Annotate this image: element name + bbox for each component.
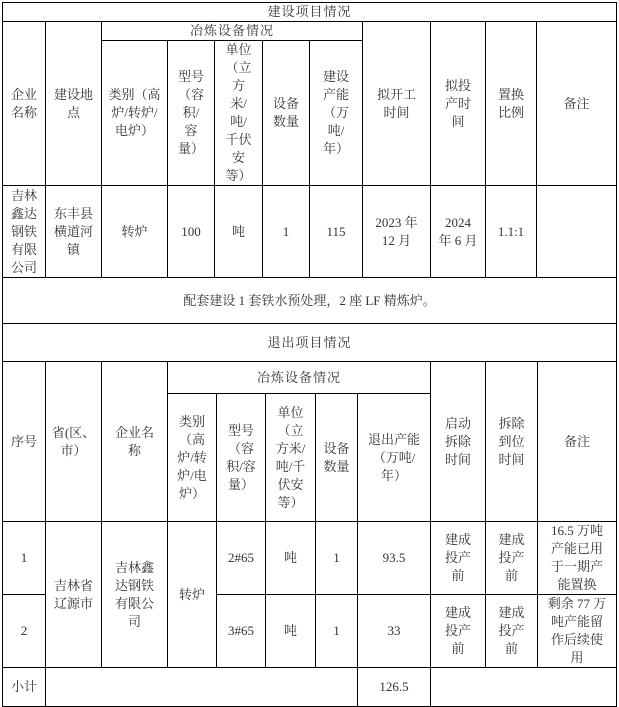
header-equipment-count: 设备数量 bbox=[263, 41, 310, 186]
exit-project-table bbox=[2, 323, 617, 707]
cell-dismantle-start: 建成投产前 bbox=[431, 595, 486, 668]
header-location: 建设地点 bbox=[46, 22, 102, 186]
cell-seq: 2 bbox=[3, 595, 46, 668]
cell-planned-start: 2023 年 12 月 bbox=[363, 186, 431, 278]
table-row bbox=[3, 522, 617, 595]
cell-replacement-ratio: 1.1:1 bbox=[486, 186, 537, 278]
header-company: 企业名称 bbox=[102, 362, 168, 522]
cell-dismantle-start: 建成投产前 bbox=[431, 522, 486, 595]
header-equipment-group: 冶炼设备情况 bbox=[102, 22, 363, 41]
header-planned-operation: 拟投产时间 bbox=[431, 22, 486, 186]
header-furnace-type: 类别（高炉/转炉/电炉） bbox=[102, 41, 168, 186]
header-unit: 单位（立方米/吨/千伏安等） bbox=[266, 394, 316, 522]
cell-dismantle-complete: 建成投产前 bbox=[486, 522, 538, 595]
cell-model: 3#65 bbox=[217, 595, 266, 668]
header-remarks: 备注 bbox=[538, 362, 617, 522]
header-dismantle-start: 启动拆除时间 bbox=[431, 362, 486, 522]
cell-province: 吉林省辽源市 bbox=[46, 522, 102, 668]
cell-company: 吉林鑫达钢铁有限公司 bbox=[102, 522, 168, 668]
cell-exit-capacity: 33 bbox=[358, 595, 431, 668]
cell-exit-capacity: 93.5 bbox=[358, 522, 431, 595]
subtotal-exit-capacity: 126.5 bbox=[358, 668, 431, 707]
cell-dismantle-complete: 建成投产前 bbox=[486, 595, 538, 668]
subtotal-empty-cell bbox=[431, 668, 617, 707]
construction-header-row-1 bbox=[3, 22, 617, 41]
cell-remarks bbox=[537, 186, 617, 278]
header-dismantle-complete: 拆除到位时间 bbox=[486, 362, 538, 522]
header-furnace-type: 类别（高炉/转炉/电炉） bbox=[168, 394, 217, 522]
header-province: 省(区、市） bbox=[46, 362, 102, 522]
cell-furnace-type: 转炉 bbox=[168, 522, 217, 668]
cell-equipment-count: 1 bbox=[316, 595, 358, 668]
construction-title-row bbox=[3, 3, 617, 22]
cell-seq: 1 bbox=[3, 522, 46, 595]
table-row bbox=[3, 186, 617, 278]
subtotal-row bbox=[3, 668, 617, 707]
exit-title-row bbox=[3, 324, 617, 362]
header-exit-capacity: 退出产能（万吨/年） bbox=[358, 394, 431, 522]
cell-unit: 吨 bbox=[215, 186, 263, 278]
cell-capacity: 115 bbox=[310, 186, 363, 278]
subtotal-empty-cell bbox=[46, 668, 358, 707]
header-capacity: 建设产能（万吨/年） bbox=[310, 41, 363, 186]
cell-remarks: 16.5 万吨产能已用于一期产能置换 bbox=[538, 522, 617, 595]
cell-equipment-count: 1 bbox=[316, 522, 358, 595]
cell-location: 东丰县横道河镇 bbox=[46, 186, 102, 278]
header-equipment-group: 冶炼设备情况 bbox=[168, 362, 431, 394]
exit-header-row-1 bbox=[3, 362, 617, 394]
subtotal-label: 小计 bbox=[3, 668, 46, 707]
exit-table-title: 退出项目情况 bbox=[3, 324, 617, 362]
cell-unit: 吨 bbox=[266, 522, 316, 595]
cell-furnace-type: 转炉 bbox=[102, 186, 168, 278]
header-company: 企业名称 bbox=[3, 22, 46, 186]
cell-model: 100 bbox=[168, 186, 215, 278]
cell-model: 2#65 bbox=[217, 522, 266, 595]
construction-table-title: 建设项目情况 bbox=[3, 3, 617, 22]
header-model: 型号（容积/容量） bbox=[217, 394, 266, 522]
capacity-replacement-document bbox=[2, 2, 617, 707]
header-remarks: 备注 bbox=[537, 22, 617, 186]
cell-company: 吉林鑫达钢铁有限公司 bbox=[3, 186, 46, 278]
header-unit: 单位（立方米/吨/千伏安等） bbox=[215, 41, 263, 186]
header-planned-start: 拟开工时间 bbox=[363, 22, 431, 186]
cell-equipment-count: 1 bbox=[263, 186, 310, 278]
construction-note-row bbox=[3, 278, 617, 324]
header-model: 型号（容积/容量） bbox=[168, 41, 215, 186]
cell-unit: 吨 bbox=[266, 595, 316, 668]
construction-project-table bbox=[2, 2, 617, 324]
header-equipment-count: 设备数量 bbox=[316, 394, 358, 522]
construction-note: 配套建设 1 套铁水预处理，2 座 LF 精炼炉。 bbox=[3, 278, 617, 324]
cell-planned-operation: 2024 年 6 月 bbox=[431, 186, 486, 278]
header-seq: 序号 bbox=[3, 362, 46, 522]
header-replacement-ratio: 置换比例 bbox=[486, 22, 537, 186]
cell-remarks: 剩余 77 万吨产能留作后续使用 bbox=[538, 595, 617, 668]
